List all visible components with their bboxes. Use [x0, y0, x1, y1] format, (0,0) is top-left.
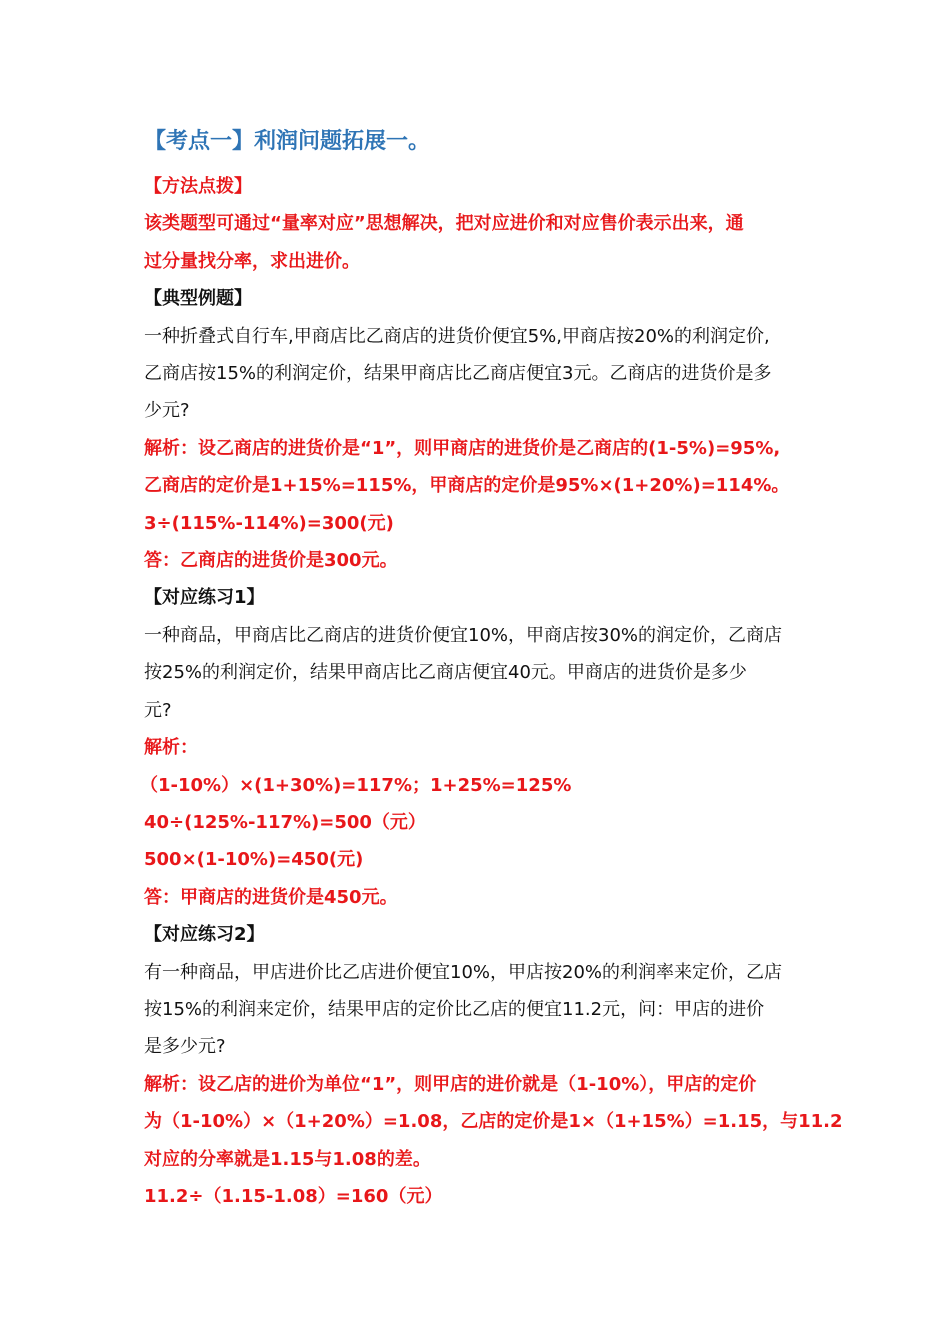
practice2-question-line-1: 有一种商品，甲店进价比乙店进价便宜10%，甲店按20%的利润率来定价，乙店: [144, 961, 783, 983]
practice1-label: 【对应练习1】: [144, 587, 265, 609]
document-page: [140, 120, 843, 1215]
example-answer: 答：乙商店的进货价是300元。: [144, 550, 398, 572]
method-text-line-2: 过分量找分率，求出进价。: [144, 250, 360, 272]
example-analysis-line-2: 乙商店的定价是1+15%=115%，甲商店的定价是95%×(1+20%)=114%。: [144, 475, 790, 497]
practice2-analysis-line-4: 11.2÷（1.15-1.08）=160（元）: [144, 1185, 443, 1207]
practice1-question-line-1: 一种商品，甲商店比乙商店的进货价便宜10%，甲商店按30%的润定价，乙商店: [144, 624, 783, 646]
method-text-line-1: 该类题型可通过“量率对应”思想解决，把对应进价和对应售价表示出来，通: [144, 213, 744, 235]
practice1-analysis-line-2: 40÷(125%-117%)=500（元）: [144, 811, 426, 833]
practice2-analysis-line-2: 为（1-10%）×（1+20%）=1.08，乙店的定价是1×（1+15%）=1.15，与11.2: [144, 1111, 843, 1133]
example-question-line-1: 一种折叠式自行车,甲商店比乙商店的进货价便宜5%,甲商店按20%的利润定价,: [144, 325, 770, 347]
method-label: 【方法点拨】: [144, 176, 252, 197]
practice1-analysis-line-3: 500×(1-10%)=450(元): [144, 849, 364, 871]
section-heading: 【考点一】利润问题拓展一。: [144, 129, 431, 154]
example-question-line-2: 乙商店按15%的利润定价，结果甲商店比乙商店便宜3元。乙商店的进货价是多: [144, 363, 772, 385]
example-analysis-line-1: 解析：设乙商店的进货价是“1”，则甲商店的进货价是乙商店的(1-5%)=95%,: [144, 437, 781, 459]
example-analysis-line-3: 3÷(115%-114%)=300(元): [144, 512, 394, 534]
practice1-question-line-3: 元?: [144, 699, 172, 721]
practice2-analysis-line-1: 解析：设乙店的进价为单位“1”，则甲店的进价就是（1-10%），甲店的定价: [144, 1073, 757, 1095]
practice1-question-line-2: 按25%的利润定价，结果甲商店比乙商店便宜40元。甲商店的进货价是多少: [144, 662, 747, 684]
practice1-analysis-line-1: （1-10%）×(1+30%)=117%；1+25%=125%: [140, 774, 572, 796]
practice1-answer: 答：甲商店的进货价是450元。: [144, 886, 398, 908]
example-label: 【典型例题】: [144, 288, 252, 310]
example-question-line-3: 少元?: [144, 400, 190, 422]
practice2-question-line-2: 按15%的利润来定价，结果甲店的定价比乙店的便宜11.2元，问：甲店的进价: [144, 998, 765, 1020]
practice1-analysis-label: 解析：: [144, 737, 198, 759]
practice2-question-line-3: 是多少元?: [144, 1036, 226, 1058]
practice2-analysis-line-3: 对应的分率就是1.15与1.08的差。: [144, 1148, 431, 1170]
practice2-label: 【对应练习2】: [144, 924, 265, 946]
